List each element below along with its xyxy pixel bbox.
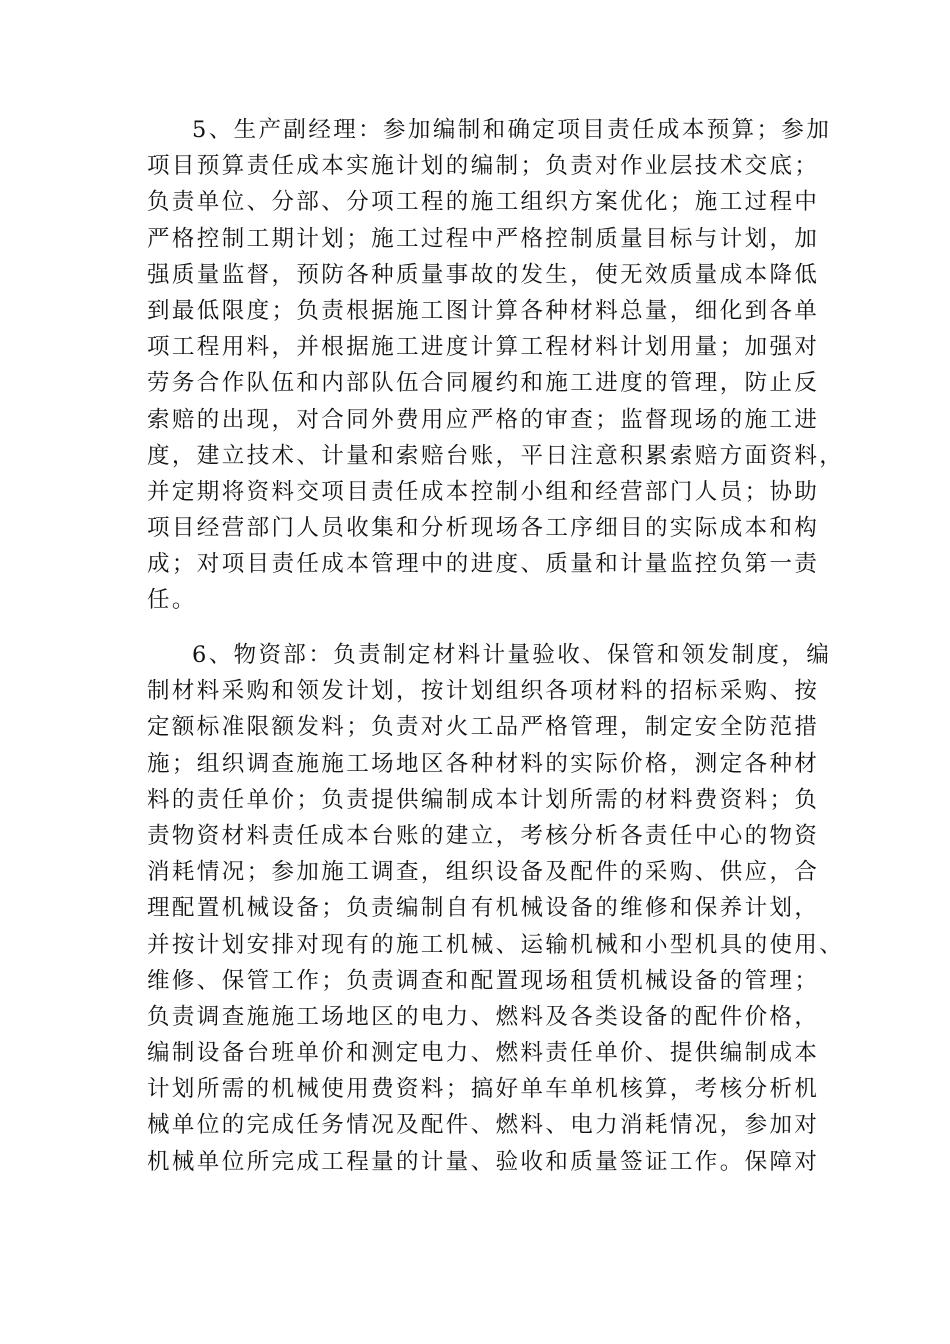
text-line: 定额标准限额发料；负责对火工品严格管理，制定安全防范措	[147, 714, 820, 741]
text-line: 并按计划安排对现有的施工机械、运输机械和小型机具的使用、	[147, 931, 845, 958]
text-line: 项工程用料，并根据施工进度计算工程材料计划用量；加强对	[147, 334, 820, 361]
text-line: 维修、保管工作；负责调查和配置现场租赁机械设备的管理；	[147, 967, 820, 994]
text-line: 械单位的完成任务情况及配件、燃料、电力消耗情况，参加对	[147, 1112, 820, 1139]
paragraph-materials-department	[147, 637, 845, 1180]
text-line: 强质量监督，预防各种质量事故的发生，使无效质量成本降低	[147, 261, 820, 288]
text-line: 制材料采购和领发计划，按计划组织各项材料的招标采购、按	[147, 678, 820, 705]
text-line: 编制设备台班单价和测定电力、燃料责任单价、提供编制成本	[147, 1040, 820, 1067]
text-line: 料的责任单价；负责提供编制成本计划所需的材料费资料；负	[147, 786, 820, 813]
text-line: 度，建立技术、计量和索赔台账，平日注意积累索赔方面资料，	[147, 442, 845, 469]
text-line: 负责单位、分部、分项工程的施工组织方案优化；施工过程中	[147, 189, 820, 216]
text-line: 理配置机械设备；负责编制自有机械设备的维修和保养计划，	[147, 895, 820, 922]
text-line: 严格控制工期计划；施工过程中严格控制质量目标与计划，加	[147, 225, 820, 252]
paragraph-production-deputy-manager	[147, 112, 845, 619]
text-line: 项目预算责任成本实施计划的编制；负责对作业层技术交底；	[147, 153, 820, 180]
text-line: 项目经营部门人员收集和分析现场各工序细目的实际成本和构	[147, 515, 820, 542]
text-line: 责物资材料责任成本台账的建立，考核分析各责任中心的物资	[147, 822, 820, 849]
text-line: 到最低限度；负责根据施工图计算各种材料总量，细化到各单	[147, 297, 820, 324]
text-line: 计划所需的机械使用费资料；搞好单车单机核算，考核分析机	[147, 1076, 820, 1103]
text-line: 消耗情况；参加施工调查，组织设备及配件的采购、供应，合	[147, 859, 820, 886]
text-line: 并定期将资料交项目责任成本控制小组和经营部门人员；协助	[147, 478, 820, 505]
text-line: 6、物资部：负责制定材料计量验收、保管和领发制度，编	[192, 642, 832, 668]
text-line: 索赔的出现，对合同外费用应严格的审查；监督现场的施工进	[147, 406, 820, 433]
text-line: 劳务合作队伍和内部队伍合同履约和施工进度的管理，防止反	[147, 370, 820, 397]
text-line: 任。	[147, 587, 197, 614]
text-line: 成；对项目责任成本管理中的进度、质量和计量监控负第一责	[147, 551, 820, 578]
text-line: 5、生产副经理：参加编制和确定项目责任成本预算；参加	[192, 117, 832, 143]
text-line: 机械单位所完成工程量的计量、验收和质量签证工作。保障对	[147, 1148, 820, 1175]
text-line: 施；组织调查施施工场地区各种材料的实际价格，测定各种材	[147, 750, 820, 777]
text-line: 负责调查施施工场地区的电力、燃料及各类设备的配件价格，	[147, 1003, 820, 1030]
